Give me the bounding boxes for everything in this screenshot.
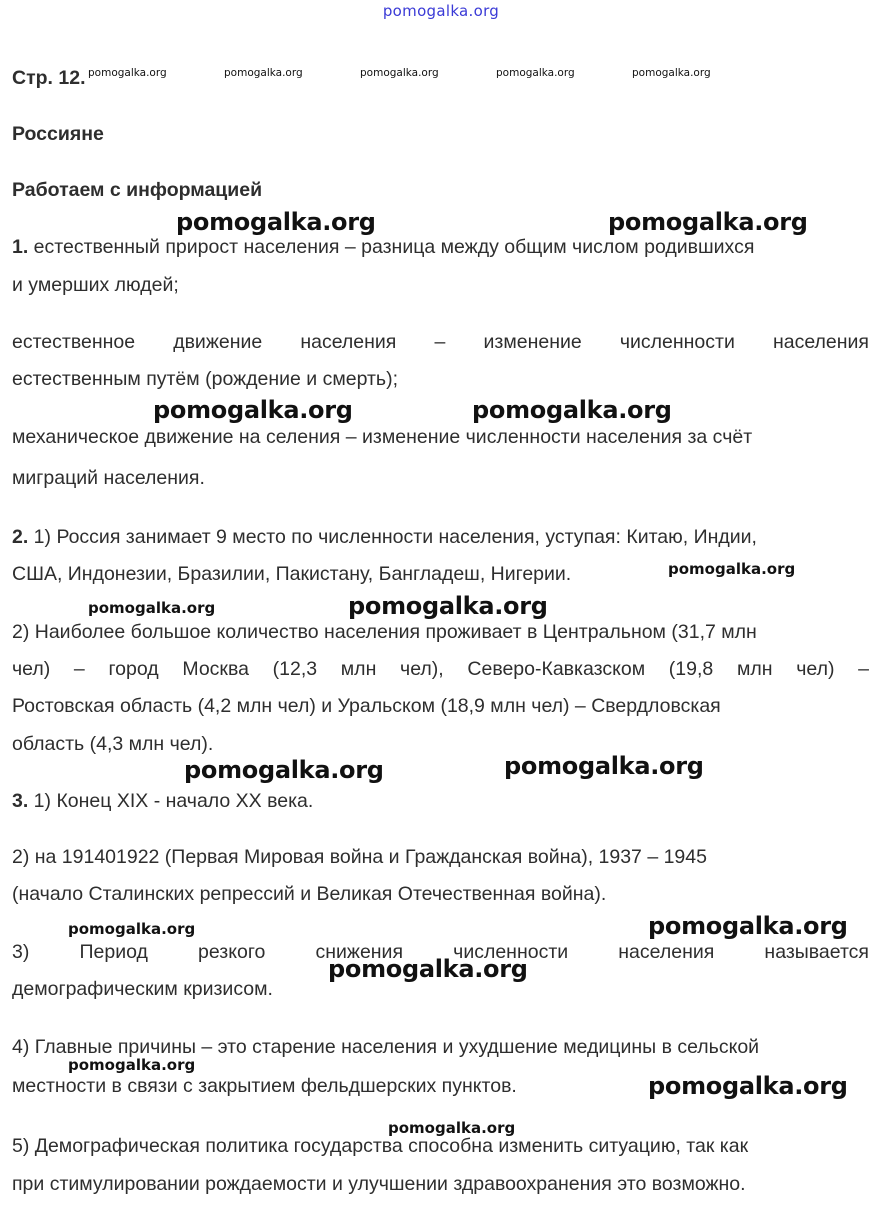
watermark: pomogalka.org [472, 396, 672, 424]
q3-line-9: при стимулировании рождаемости и улучшении здравоохранения это возможно. [12, 1173, 746, 1195]
section-title: Россияне [12, 123, 104, 145]
q1-line-1 [12, 235, 869, 259]
q1-line-4: естественным путём (рождение и смерть); [12, 368, 398, 390]
watermark: pomogalka.org [328, 955, 528, 983]
q2-number: 2. [12, 526, 29, 548]
watermark: pomogalka.org [176, 208, 376, 236]
watermark: pomogalka.org [648, 912, 848, 940]
watermark: pomogalka.org [68, 1056, 196, 1074]
watermark: pomogalka.org [668, 560, 796, 578]
q3-line-7: местности в связи с закрытием фельдшерских пунктов. [12, 1075, 517, 1097]
subsection-title: Работаем с информацией [12, 179, 263, 201]
watermark: pomogalka.org [648, 1072, 848, 1100]
q3-line-1-text: 1) Конец XIX - начало XX века. [28, 790, 314, 812]
q1-line-5: механическое движение на селения – изменение численности населения за счёт [12, 426, 753, 448]
q3-line-3: (начало Сталинских репрессий и Великая Отечественная война). [12, 883, 607, 905]
q2-line-4: чел) – город Москва (12,3 млн чел), Северо-Кавказском (19,8 млн чел) – [12, 658, 869, 680]
q1-line-2: и умерших людей; [12, 274, 179, 296]
watermark: pomogalka.org [388, 1119, 516, 1137]
q2-line-3: 2) Наиболее большое количество населения проживает в Центральном (31,7 млн [12, 621, 757, 643]
watermark: pomogalka.org [88, 67, 167, 79]
watermark: pomogalka.org [68, 920, 196, 938]
site-link[interactable]: pomogalka.org [382, 2, 500, 20]
page-label: Стр. 12. [12, 67, 86, 89]
q1-number: 1. [12, 236, 29, 258]
watermark: pomogalka.org [153, 396, 353, 424]
q1-line-1-text: естественный прирост населения – разница между общим числом родившихся [28, 236, 755, 258]
q3-line-2: 2) на 191401922 (Первая Мировая война и Гражданская война), 1937 – 1945 [12, 846, 707, 868]
q2-line-1 [12, 525, 869, 549]
watermark: pomogalka.org [348, 592, 548, 620]
q3-line-1 [12, 789, 869, 813]
q3-line-8: 5) Демографическая политика государства способна изменить ситуацию, так как [12, 1135, 749, 1157]
q3-line-4: 3) Период резкого снижения численности населения называется [12, 941, 869, 963]
q1-line-3: естественное движение населения – изменение численности населения [12, 331, 869, 353]
watermark: pomogalka.org [88, 599, 216, 617]
q1-line-6: миграций населения. [12, 467, 205, 489]
q2-line-6: область (4,3 млн чел). [12, 733, 214, 755]
watermark: pomogalka.org [632, 67, 711, 79]
q2-line-1-text: 1) Россия занимает 9 место по численности населения, уступая: Китаю, Индии, [28, 526, 757, 548]
watermark: pomogalka.org [496, 67, 575, 79]
watermark: pomogalka.org [608, 208, 808, 236]
q3-line-5: демографическим кризисом. [12, 978, 273, 1000]
q2-line-5: Ростовская область (4,2 млн чел) и Уральском (18,9 млн чел) – Свердловская [12, 695, 721, 717]
watermark: pomogalka.org [184, 756, 384, 784]
q3-number: 3. [12, 790, 29, 812]
watermark: pomogalka.org [360, 67, 439, 79]
q2-line-2: США, Индонезии, Бразилии, Пакистану, Бангладеш, Нигерии. [12, 563, 572, 585]
watermark: pomogalka.org [224, 67, 303, 79]
watermark: pomogalka.org [504, 752, 704, 780]
q3-line-6: 4) Главные причины – это старение населения и ухудшение медицины в сельской [12, 1036, 760, 1058]
